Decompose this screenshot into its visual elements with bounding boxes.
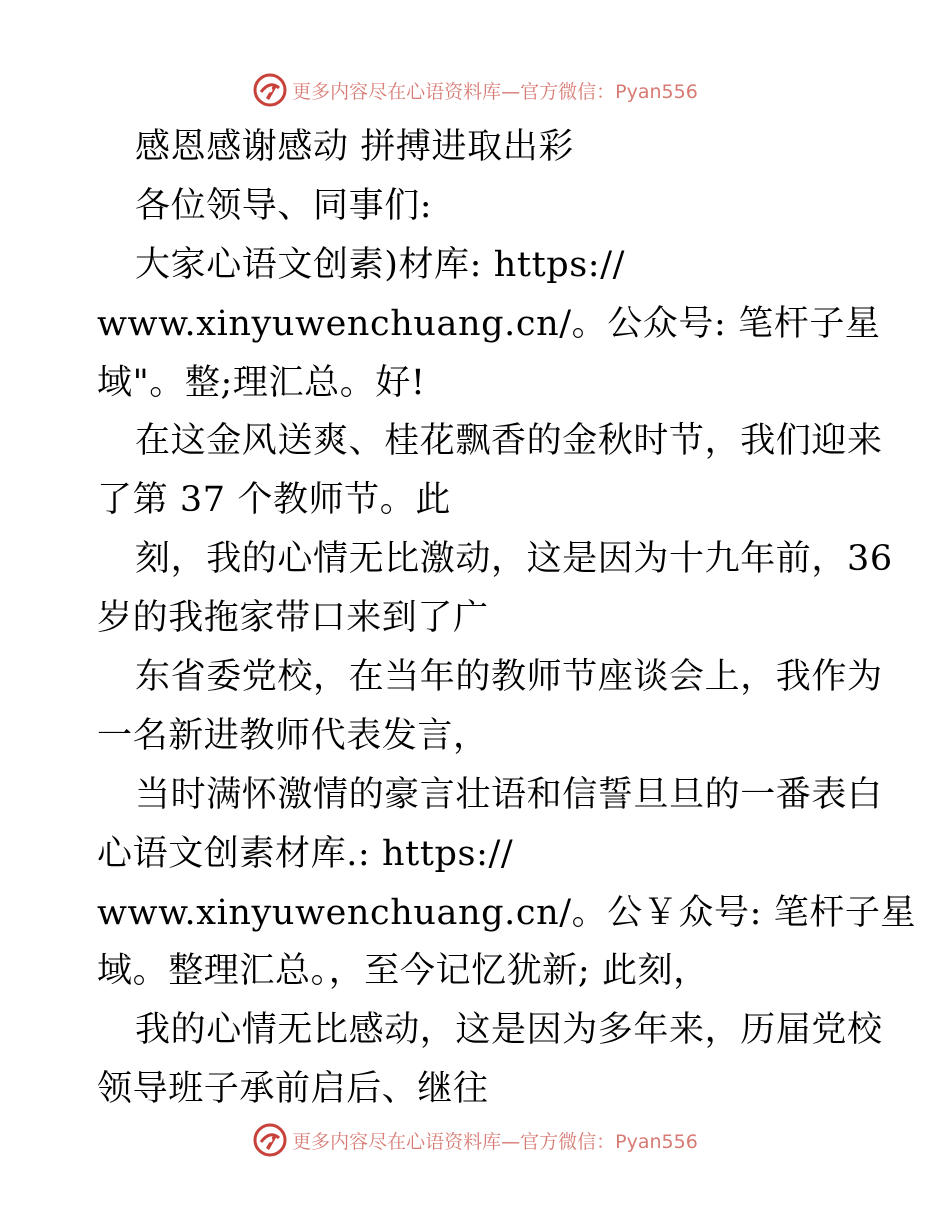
text-line: 了第 37 个教师节。此: [97, 480, 451, 521]
text-line: 大家心语文创素)材库: https://: [135, 244, 625, 285]
text-line: 心语文创素材库.: https://: [97, 833, 514, 874]
text-line: www.xinyuwenchuang.cn/。公众号: 笔杆子星: [97, 303, 881, 344]
text-line: 域。整理汇总。，至今记忆犹新; 此刻，: [97, 951, 709, 992]
text-line: www.xinyuwenchuang.cn/。公￥众号: 笔杆子星: [97, 892, 917, 933]
logo-icon: [252, 72, 288, 108]
logo-icon: [252, 1122, 288, 1158]
text-line: 东省委党校，在当年的教师节座谈会上，我作为: [135, 657, 883, 698]
text-line: 我的心情无比感动，这是因为多年来，历届党校: [135, 1010, 883, 1051]
footer-watermark-banner: [0, 1118, 950, 1162]
text-line: 感恩感谢感动 拼搏进取出彩: [135, 127, 574, 167]
text-line: 在这金风送爽、桂花飘香的金秋时节，我们迎来: [135, 421, 883, 462]
text-line: 刻，我的心情无比激动，这是因为十九年前，36: [135, 539, 893, 580]
text-line: 领导班子承前启后、继往: [97, 1069, 489, 1110]
text-line: 一名新进教师代表发言，: [97, 715, 489, 756]
text-line: 岁的我拖家带口来到了广: [97, 598, 489, 639]
banner-text: 更多内容尽在心语资料库—官方微信：Pyan556: [292, 80, 698, 103]
text-line: 当时满怀激情的豪言壮语和信誓旦旦的一番表白: [135, 774, 883, 815]
document-body: [97, 118, 917, 1119]
text-line: 各位领导、同事们:: [135, 185, 433, 226]
header-watermark-banner: [0, 68, 950, 112]
text-line: 域"。整;理汇总。好!: [97, 362, 426, 403]
banner-text: 更多内容尽在心语资料库—官方微信：Pyan556: [292, 1130, 698, 1153]
